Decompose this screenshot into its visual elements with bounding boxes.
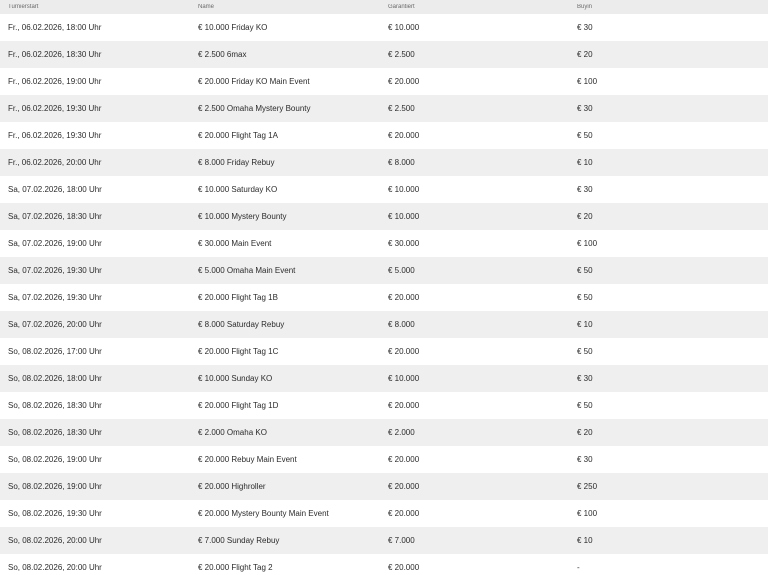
start-cell: Sa, 07.02.2026, 20:00 Uhr bbox=[8, 320, 102, 329]
buyin-cell: € 10 bbox=[577, 158, 593, 167]
start-cell: Sa, 07.02.2026, 18:00 Uhr bbox=[8, 185, 102, 194]
name-cell: € 30.000 Main Event bbox=[198, 239, 272, 248]
name-cell: € 10.000 Mystery Bounty bbox=[198, 212, 287, 221]
table-row[interactable] bbox=[0, 338, 768, 365]
table-row[interactable] bbox=[0, 176, 768, 203]
table-header bbox=[0, 0, 768, 14]
name-cell: € 5.000 Omaha Main Event bbox=[198, 266, 296, 275]
buyin-cell: € 250 bbox=[577, 482, 598, 491]
table-row[interactable] bbox=[0, 14, 768, 41]
start-cell: Sa, 07.02.2026, 19:30 Uhr bbox=[8, 266, 102, 275]
start-cell: Sa, 07.02.2026, 18:30 Uhr bbox=[8, 212, 102, 221]
guaranteed-cell: € 20.000 bbox=[388, 77, 420, 86]
guaranteed-cell: € 5.000 bbox=[388, 266, 415, 275]
table-row[interactable] bbox=[0, 203, 768, 230]
buyin-cell: € 50 bbox=[577, 266, 593, 275]
start-cell: Fr., 06.02.2026, 19:00 Uhr bbox=[8, 77, 102, 86]
start-cell: Fr., 06.02.2026, 20:00 Uhr bbox=[8, 158, 102, 167]
guaranteed-cell: € 10.000 bbox=[388, 212, 420, 221]
table-row[interactable] bbox=[0, 527, 768, 554]
guaranteed-cell: € 20.000 bbox=[388, 455, 420, 464]
guaranteed-cell: € 10.000 bbox=[388, 185, 420, 194]
start-cell: Fr., 06.02.2026, 19:30 Uhr bbox=[8, 104, 102, 113]
name-cell: € 20.000 Highroller bbox=[198, 482, 266, 491]
name-cell: € 2.000 Omaha KO bbox=[198, 428, 267, 437]
column-header-name[interactable]: Name bbox=[198, 4, 215, 10]
name-cell: € 20.000 Flight Tag 1D bbox=[198, 401, 279, 410]
table-row[interactable] bbox=[0, 446, 768, 473]
column-header-start[interactable]: Turnierstart bbox=[8, 4, 39, 10]
buyin-cell: € 30 bbox=[577, 455, 593, 464]
table-row[interactable] bbox=[0, 284, 768, 311]
buyin-cell: € 30 bbox=[577, 23, 593, 32]
guaranteed-cell: € 20.000 bbox=[388, 401, 420, 410]
table-row[interactable] bbox=[0, 473, 768, 500]
column-header-guaranteed[interactable]: Garantiert bbox=[388, 4, 415, 10]
table-row[interactable] bbox=[0, 392, 768, 419]
buyin-cell: € 100 bbox=[577, 239, 598, 248]
buyin-cell: € 50 bbox=[577, 293, 593, 302]
guaranteed-cell: € 30.000 bbox=[388, 239, 420, 248]
name-cell: € 20.000 Flight Tag 1B bbox=[198, 293, 278, 302]
name-cell: € 10.000 Saturday KO bbox=[198, 185, 278, 194]
table-row[interactable] bbox=[0, 122, 768, 149]
guaranteed-cell: € 20.000 bbox=[388, 293, 420, 302]
guaranteed-cell: € 20.000 bbox=[388, 509, 420, 518]
start-cell: Sa, 07.02.2026, 19:00 Uhr bbox=[8, 239, 102, 248]
buyin-cell: € 10 bbox=[577, 320, 593, 329]
buyin-cell: - bbox=[577, 563, 580, 572]
table-row[interactable] bbox=[0, 311, 768, 338]
buyin-cell: € 100 bbox=[577, 509, 598, 518]
start-cell: So, 08.02.2026, 20:00 Uhr bbox=[8, 563, 102, 572]
buyin-cell: € 30 bbox=[577, 104, 593, 113]
buyin-cell: € 50 bbox=[577, 131, 593, 140]
table-row[interactable] bbox=[0, 41, 768, 68]
table-row[interactable] bbox=[0, 500, 768, 527]
table-row[interactable] bbox=[0, 149, 768, 176]
name-cell: € 20.000 Rebuy Main Event bbox=[198, 455, 297, 464]
name-cell: € 20.000 Flight Tag 1C bbox=[198, 347, 279, 356]
buyin-cell: € 20 bbox=[577, 428, 593, 437]
guaranteed-cell: € 8.000 bbox=[388, 158, 415, 167]
table-row[interactable] bbox=[0, 419, 768, 446]
name-cell: € 2.500 6max bbox=[198, 50, 247, 59]
name-cell: € 20.000 Mystery Bounty Main Event bbox=[198, 509, 329, 518]
name-cell: € 10.000 Sunday KO bbox=[198, 374, 273, 383]
column-header-buyin[interactable]: Buyin bbox=[577, 4, 593, 10]
start-cell: So, 08.02.2026, 19:00 Uhr bbox=[8, 482, 102, 491]
table-row[interactable] bbox=[0, 257, 768, 284]
guaranteed-cell: € 7.000 bbox=[388, 536, 415, 545]
start-cell: Fr., 06.02.2026, 19:30 Uhr bbox=[8, 131, 102, 140]
start-cell: So, 08.02.2026, 19:00 Uhr bbox=[8, 455, 102, 464]
buyin-cell: € 20 bbox=[577, 212, 593, 221]
start-cell: Fr., 06.02.2026, 18:00 Uhr bbox=[8, 23, 102, 32]
buyin-cell: € 10 bbox=[577, 536, 593, 545]
name-cell: € 8.000 Saturday Rebuy bbox=[198, 320, 285, 329]
buyin-cell: € 30 bbox=[577, 185, 593, 194]
start-cell: Fr., 06.02.2026, 18:30 Uhr bbox=[8, 50, 102, 59]
start-cell: So, 08.02.2026, 18:30 Uhr bbox=[8, 401, 102, 410]
start-cell: So, 08.02.2026, 19:30 Uhr bbox=[8, 509, 102, 518]
table-body bbox=[0, 14, 768, 575]
guaranteed-cell: € 8.000 bbox=[388, 320, 415, 329]
start-cell: Sa, 07.02.2026, 19:30 Uhr bbox=[8, 293, 102, 302]
guaranteed-cell: € 20.000 bbox=[388, 563, 420, 572]
buyin-cell: € 50 bbox=[577, 401, 593, 410]
guaranteed-cell: € 2.500 bbox=[388, 104, 415, 113]
name-cell: € 8.000 Friday Rebuy bbox=[198, 158, 275, 167]
buyin-cell: € 50 bbox=[577, 347, 593, 356]
start-cell: So, 08.02.2026, 18:00 Uhr bbox=[8, 374, 102, 383]
guaranteed-cell: € 2.000 bbox=[388, 428, 415, 437]
name-cell: € 20.000 Friday KO Main Event bbox=[198, 77, 310, 86]
guaranteed-cell: € 2.500 bbox=[388, 50, 415, 59]
guaranteed-cell: € 20.000 bbox=[388, 131, 420, 140]
name-cell: € 10.000 Friday KO bbox=[198, 23, 268, 32]
start-cell: So, 08.02.2026, 20:00 Uhr bbox=[8, 536, 102, 545]
table-row[interactable] bbox=[0, 95, 768, 122]
table-row[interactable] bbox=[0, 554, 768, 575]
name-cell: € 7.000 Sunday Rebuy bbox=[198, 536, 280, 545]
buyin-cell: € 20 bbox=[577, 50, 593, 59]
table-row[interactable] bbox=[0, 68, 768, 95]
guaranteed-cell: € 20.000 bbox=[388, 347, 420, 356]
table-row[interactable] bbox=[0, 365, 768, 392]
table-row[interactable] bbox=[0, 230, 768, 257]
guaranteed-cell: € 10.000 bbox=[388, 23, 420, 32]
guaranteed-cell: € 10.000 bbox=[388, 374, 420, 383]
start-cell: So, 08.02.2026, 18:30 Uhr bbox=[8, 428, 102, 437]
start-cell: So, 08.02.2026, 17:00 Uhr bbox=[8, 347, 102, 356]
name-cell: € 20.000 Flight Tag 1A bbox=[198, 131, 278, 140]
name-cell: € 20.000 Flight Tag 2 bbox=[198, 563, 273, 572]
guaranteed-cell: € 20.000 bbox=[388, 482, 420, 491]
name-cell: € 2.500 Omaha Mystery Bounty bbox=[198, 104, 311, 113]
buyin-cell: € 100 bbox=[577, 77, 598, 86]
buyin-cell: € 30 bbox=[577, 374, 593, 383]
